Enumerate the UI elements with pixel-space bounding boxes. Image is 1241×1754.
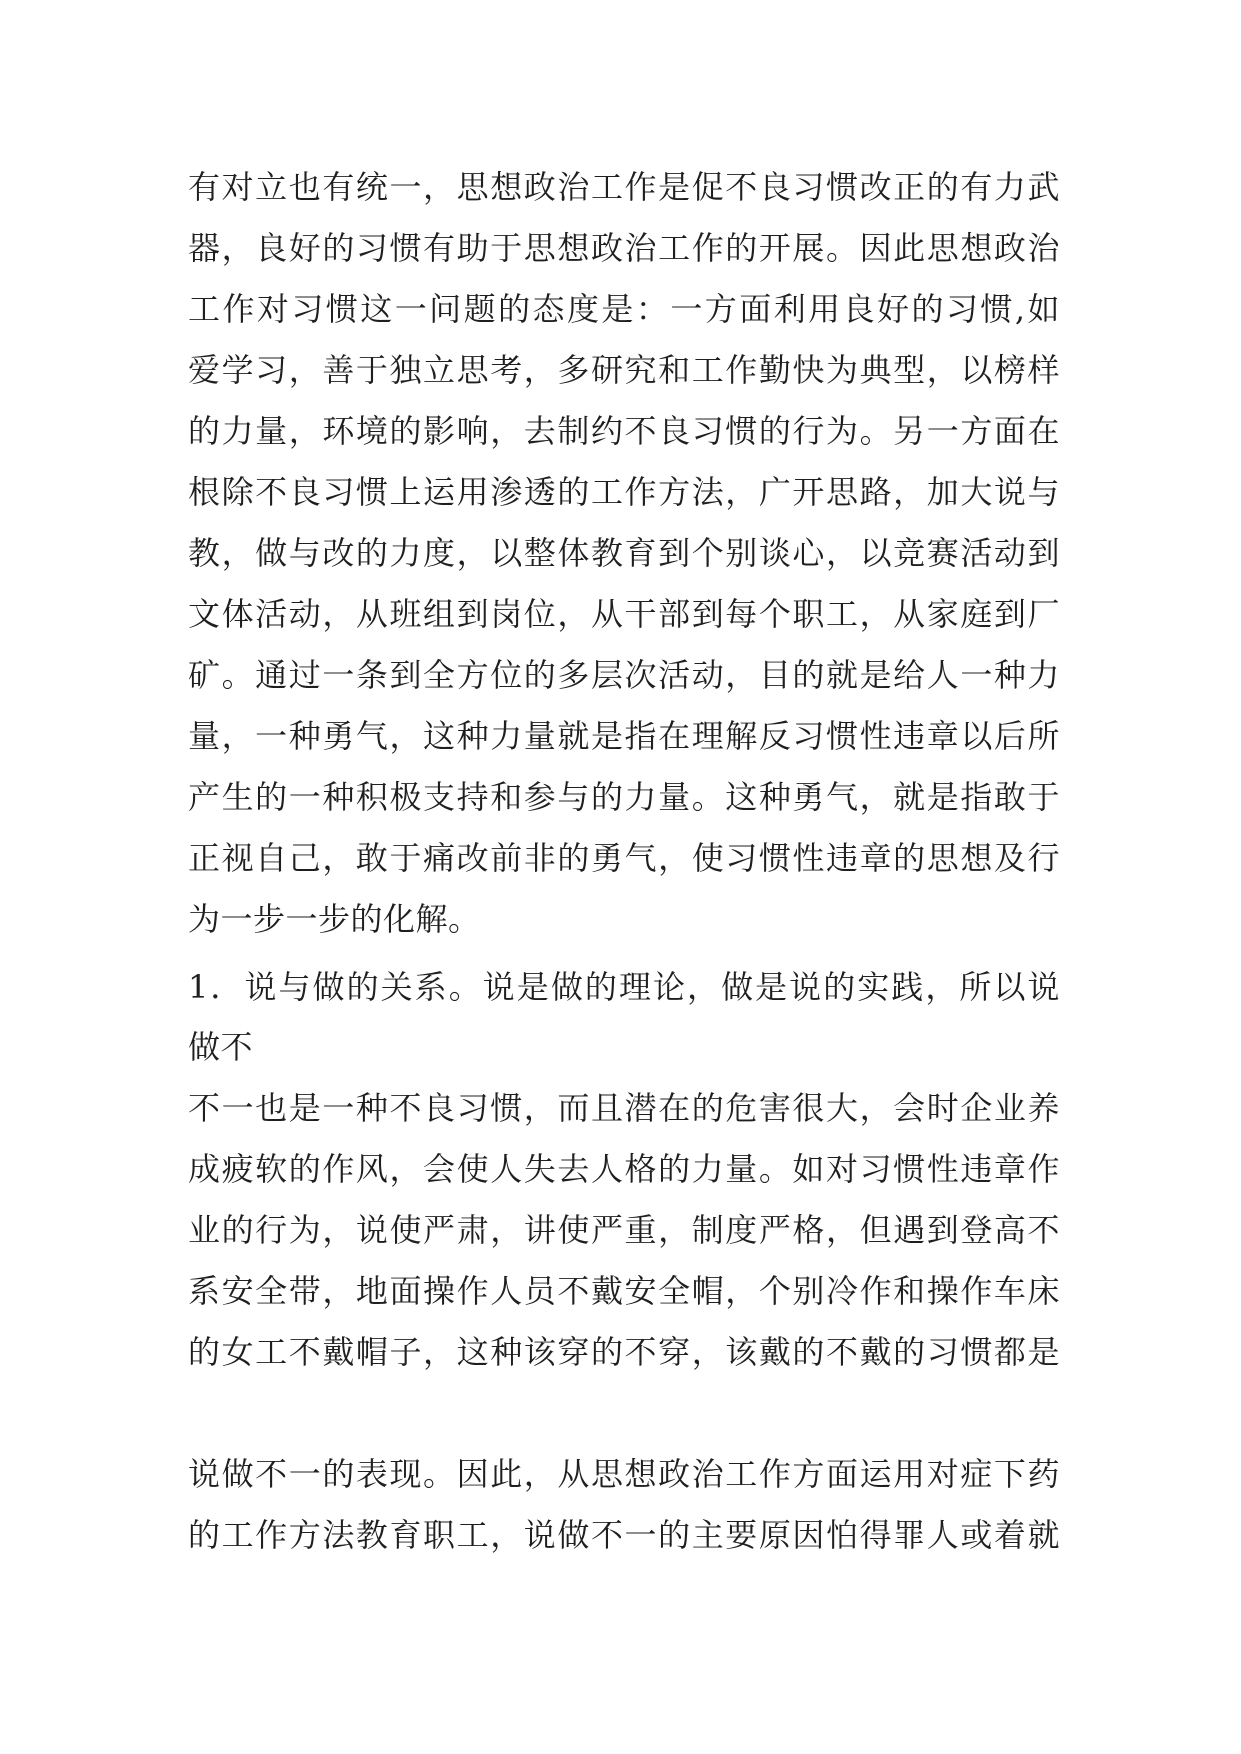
text-line: 不一也是一种不良习惯，而且潜在的危害很大，会时企业养	[188, 1089, 1060, 1127]
paragraph-1	[188, 157, 1060, 950]
text-line: 教，做与改的力度，以整体教育到个别谈心，以竞赛活动到	[188, 534, 1060, 572]
heading-line: 做不	[188, 1028, 254, 1066]
blank-gap	[188, 1383, 1060, 1444]
text-line: 文体活动，从班组到岗位，从干部到每个职工，从家庭到厂	[188, 595, 1060, 633]
text-line: 器，良好的习惯有助于思想政治工作的开展。因此思想政治	[188, 229, 1060, 267]
text-line: 成疲软的作风，会使人失去人格的力量。如对习惯性违章作	[188, 1150, 1060, 1188]
paragraph-2	[188, 1017, 1060, 1566]
text-line: 根除不良习惯上运用渗透的工作方法，广开思路，加大说与	[188, 473, 1060, 511]
text-line: 的力量，环境的影响，去制约不良习惯的行为。另一方面在	[188, 412, 1060, 450]
text-line: 的女工不戴帽子，这种该穿的不穿，该戴的不戴的习惯都是	[188, 1333, 1060, 1371]
heading-line: 1．说与做的关系。说是做的理论，做是说的实践，所以说	[188, 968, 1060, 1006]
text-line: 爱学习，善于独立思考，多研究和工作勤快为典型，以榜样	[188, 351, 1060, 389]
text-line: 业的行为，说使严肃，讲使严重，制度严格，但遇到登高不	[188, 1211, 1060, 1249]
text-line: 说做不一的表现。因此，从思想政治工作方面运用对症下药	[188, 1455, 1060, 1493]
text-line: 有对立也有统一，思想政治工作是促不良习惯改正的有力武	[188, 168, 1060, 206]
section-heading	[188, 957, 1060, 1018]
text-line: 工作对习惯这一问题的态度是：一方面利用良好的习惯,如	[188, 290, 1060, 328]
text-line: 正视自己，敢于痛改前非的勇气，使习惯性违章的思想及行	[188, 839, 1060, 877]
text-line: 产生的一种积极支持和参与的力量。这种勇气，就是指敢于	[188, 778, 1060, 816]
text-line: 矿。通过一条到全方位的多层次活动，目的就是给人一种力	[188, 656, 1060, 694]
text-line: 的工作方法教育职工，说做不一的主要原因怕得罪人或着就	[188, 1516, 1060, 1554]
text-line: 量，一种勇气，这种力量就是指在理解反习惯性违章以后所	[188, 717, 1060, 755]
text-line: 为一步一步的化解。	[188, 900, 481, 938]
text-line: 系安全带，地面操作人员不戴安全帽，个别冷作和操作车床	[188, 1272, 1060, 1310]
